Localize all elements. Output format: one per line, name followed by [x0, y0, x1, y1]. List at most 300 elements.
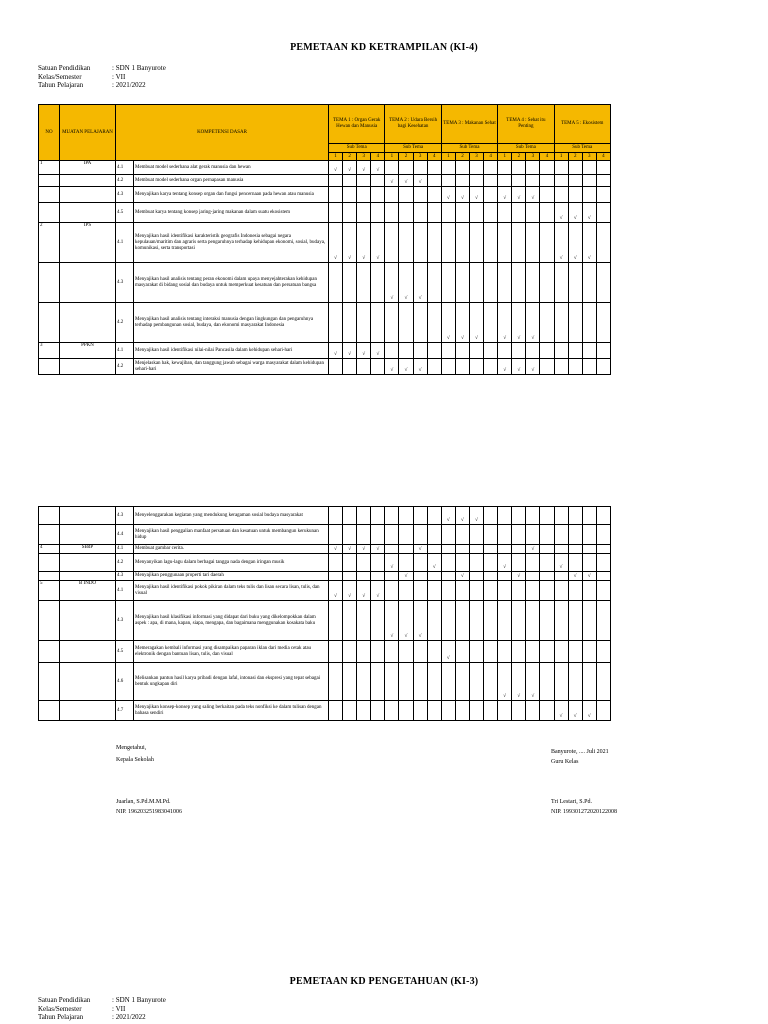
meta-block-2 — [38, 996, 258, 1024]
header-subtema: Sub Tema — [329, 144, 385, 153]
kd-text: Membuat model sederhana alat gerak manusia dan hewan — [134, 161, 329, 175]
check-cell — [596, 343, 610, 359]
kd-text: Memeragakan kembali informasi yang disampaikan paparan iklan dari media cetak atau elektronik dengan bantuan lisan, tulis, dan visual — [134, 641, 329, 663]
check-cell — [498, 187, 512, 203]
check-mark-icon: √ — [390, 180, 394, 185]
check-mark-icon: √ — [390, 296, 394, 301]
check-cell — [512, 701, 526, 721]
sign-left-greeting: Mengetahui, — [116, 745, 147, 751]
check-cell — [413, 663, 427, 701]
check-cell — [399, 701, 413, 721]
sign-right-nip: NIP. 199301272020122008 — [551, 809, 618, 815]
check-cell — [357, 507, 371, 525]
check-cell — [413, 572, 427, 581]
check-mark-icon: √ — [531, 547, 535, 552]
check-cell — [568, 701, 582, 721]
check-cell — [498, 525, 512, 545]
check-cell — [385, 203, 399, 223]
table-row — [39, 359, 611, 375]
check-cell — [484, 187, 498, 203]
check-mark-icon: √ — [573, 714, 577, 719]
check-cell — [329, 507, 343, 525]
kd-text: Menyajikan hasil klasifikasi informasi yang didapat dari buku yang dikelompokkan dalam aspek : apa, di mana, kapan, siapa, mengapa, dan bagaimana menggunakan kosakata baku — [134, 601, 329, 641]
row-subject: IPA — [60, 161, 116, 175]
check-cell — [469, 663, 483, 701]
row-subject: B INDO — [60, 581, 116, 601]
check-cell — [399, 554, 413, 572]
check-cell — [498, 223, 512, 263]
check-cell — [343, 175, 357, 187]
row-number — [39, 303, 60, 343]
row-subject — [60, 203, 116, 223]
kd-number: 4.3 — [116, 601, 134, 641]
check-cell — [455, 601, 469, 641]
row-number — [39, 641, 60, 663]
check-mark-icon: √ — [531, 368, 535, 373]
kd-number: 4.2 — [116, 303, 134, 343]
check-cell — [441, 303, 455, 343]
check-cell — [469, 572, 483, 581]
check-mark-icon: √ — [390, 368, 394, 373]
check-cell — [441, 641, 455, 663]
check-cell — [399, 161, 413, 175]
check-cell — [385, 572, 399, 581]
row-subject: PPKN — [60, 343, 116, 359]
header-subtema: Sub Tema — [441, 144, 497, 153]
check-cell — [469, 343, 483, 359]
check-mark-icon: √ — [390, 634, 394, 639]
meta-label: Kelas/Semester — [38, 1004, 82, 1013]
table-row — [39, 343, 611, 359]
check-cell — [568, 601, 582, 641]
check-cell — [399, 663, 413, 701]
check-mark-icon: √ — [390, 565, 394, 570]
check-cell — [385, 263, 399, 303]
table-row — [39, 223, 611, 263]
kd-text: Menyajikan hasil identifikasi nilai-nilai Pancasila dalam kehidupan sehari-hari — [134, 343, 329, 359]
check-cell — [427, 601, 441, 641]
kd-text: Membuat gambar cerita. — [134, 545, 329, 554]
row-number — [39, 601, 60, 641]
check-cell — [343, 343, 357, 359]
check-cell — [568, 263, 582, 303]
check-cell — [399, 641, 413, 663]
check-cell — [427, 343, 441, 359]
check-cell — [441, 525, 455, 545]
row-subject — [60, 601, 116, 641]
check-cell — [399, 359, 413, 375]
check-cell — [357, 175, 371, 187]
check-cell — [385, 303, 399, 343]
check-cell — [357, 223, 371, 263]
check-cell — [441, 507, 455, 525]
check-cell — [526, 263, 540, 303]
check-cell — [469, 701, 483, 721]
check-cell — [343, 525, 357, 545]
check-cell — [455, 525, 469, 545]
check-cell — [469, 203, 483, 223]
check-cell — [554, 187, 568, 203]
check-cell — [357, 343, 371, 359]
check-cell — [371, 161, 385, 175]
row-subject — [60, 507, 116, 525]
row-subject — [60, 525, 116, 545]
header-subtema: Sub Tema — [554, 144, 610, 153]
check-cell — [441, 554, 455, 572]
header-no: NO — [39, 105, 60, 161]
check-mark-icon: √ — [517, 368, 521, 373]
check-cell — [413, 359, 427, 375]
check-mark-icon: √ — [573, 216, 577, 221]
check-mark-icon: √ — [446, 336, 450, 341]
header-subtema-number: 4 — [427, 153, 441, 161]
row-subject — [60, 303, 116, 343]
check-cell — [568, 161, 582, 175]
check-cell — [441, 545, 455, 554]
kd-number: 4.5 — [116, 203, 134, 223]
check-cell — [540, 303, 554, 343]
check-cell — [329, 359, 343, 375]
check-cell — [329, 525, 343, 545]
check-cell — [568, 187, 582, 203]
check-cell — [484, 601, 498, 641]
check-cell — [554, 663, 568, 701]
check-cell — [455, 203, 469, 223]
check-cell — [526, 701, 540, 721]
check-cell — [526, 641, 540, 663]
kd-text: Menyajikan hasil identifikasi pokok pikiran dalam teks tulis dan lisan secara lisan, tulis, dan visual — [134, 581, 329, 601]
check-cell — [343, 507, 357, 525]
table-row — [39, 525, 611, 545]
check-cell — [427, 175, 441, 187]
check-cell — [540, 663, 554, 701]
check-cell — [498, 359, 512, 375]
check-cell — [357, 554, 371, 572]
check-mark-icon: √ — [376, 547, 380, 552]
check-cell — [596, 303, 610, 343]
meta-label: Satuan Pendidikan — [38, 64, 91, 72]
check-cell — [568, 641, 582, 663]
check-cell — [582, 175, 596, 187]
check-cell — [455, 701, 469, 721]
check-mark-icon: √ — [446, 196, 450, 201]
check-mark-icon: √ — [418, 180, 422, 185]
check-cell — [357, 663, 371, 701]
row-number — [39, 663, 60, 701]
row-number: 2 — [39, 223, 60, 263]
kd-text: Membuat karya tentang konsep jaring-jaring makanan dalam suatu ekosistem — [134, 203, 329, 223]
check-cell — [498, 554, 512, 572]
check-cell — [371, 303, 385, 343]
check-cell — [568, 175, 582, 187]
check-cell — [329, 223, 343, 263]
check-cell — [540, 507, 554, 525]
check-cell — [343, 223, 357, 263]
check-cell — [484, 303, 498, 343]
check-cell — [540, 545, 554, 554]
check-cell — [343, 359, 357, 375]
row-number — [39, 187, 60, 203]
check-mark-icon: √ — [334, 168, 337, 173]
kd-number: 4.5 — [116, 641, 134, 663]
check-cell — [596, 161, 610, 175]
meta-value: : 2021/2022 — [112, 81, 146, 89]
check-mark-icon: √ — [503, 694, 507, 699]
check-cell — [343, 545, 357, 554]
header-subtema-number: 2 — [455, 153, 469, 161]
check-cell — [427, 525, 441, 545]
check-cell — [469, 525, 483, 545]
check-cell — [427, 187, 441, 203]
row-subject — [60, 554, 116, 572]
check-cell — [329, 701, 343, 721]
check-cell — [512, 187, 526, 203]
header-theme: TEMA 4 : Sehat itu Penting — [498, 105, 554, 144]
header-subtema-number: 1 — [441, 153, 455, 161]
check-cell — [371, 343, 385, 359]
check-cell — [385, 641, 399, 663]
row-number — [39, 554, 60, 572]
kd-number: 4.3 — [116, 263, 134, 303]
check-cell — [540, 223, 554, 263]
check-cell — [385, 581, 399, 601]
check-cell — [329, 581, 343, 601]
check-mark-icon: √ — [348, 352, 352, 357]
table-row — [39, 554, 611, 572]
check-mark-icon: √ — [559, 216, 563, 221]
check-cell — [582, 525, 596, 545]
kd-number: 4.2 — [116, 554, 134, 572]
kd-number: 4.1 — [116, 161, 134, 175]
meta-label: Tahun Pelajaran — [38, 81, 84, 89]
check-cell — [371, 701, 385, 721]
check-cell — [526, 359, 540, 375]
check-cell — [371, 263, 385, 303]
check-cell — [441, 581, 455, 601]
check-cell — [413, 263, 427, 303]
check-cell — [582, 581, 596, 601]
header-theme: TEMA 2 : Udara Bersih bagi Kesehatan — [385, 105, 441, 144]
check-cell — [343, 663, 357, 701]
check-cell — [512, 581, 526, 601]
check-cell — [329, 161, 343, 175]
check-cell — [441, 701, 455, 721]
meta-label: Tahun Pelajaran — [38, 1013, 84, 1021]
check-cell — [329, 572, 343, 581]
check-cell — [568, 343, 582, 359]
check-cell — [469, 187, 483, 203]
check-cell — [498, 175, 512, 187]
check-cell — [385, 343, 399, 359]
table-row — [39, 572, 611, 581]
page-title-2: PEMETAAN KD PENGETAHUAN (KI-3) — [289, 976, 479, 987]
check-cell — [484, 175, 498, 187]
check-mark-icon: √ — [461, 518, 464, 523]
check-cell — [455, 175, 469, 187]
check-mark-icon: √ — [404, 296, 408, 301]
table-row — [39, 161, 611, 175]
check-mark-icon: √ — [587, 216, 591, 221]
check-cell — [371, 554, 385, 572]
check-cell — [357, 263, 371, 303]
check-mark-icon: √ — [348, 256, 352, 261]
check-cell — [540, 263, 554, 303]
check-cell — [343, 641, 357, 663]
check-cell — [399, 507, 413, 525]
check-cell — [596, 701, 610, 721]
check-cell — [582, 187, 596, 203]
check-cell — [455, 641, 469, 663]
check-cell — [385, 161, 399, 175]
check-cell — [357, 601, 371, 641]
check-cell — [554, 263, 568, 303]
header-subtema-number: 3 — [357, 153, 371, 161]
check-cell — [554, 525, 568, 545]
check-cell — [498, 303, 512, 343]
competency-table-bottom — [38, 506, 611, 721]
check-cell — [385, 187, 399, 203]
check-cell — [540, 554, 554, 572]
table-row — [39, 263, 611, 303]
check-cell — [427, 554, 441, 572]
header-subtema-number: 1 — [385, 153, 399, 161]
check-cell — [498, 572, 512, 581]
check-cell — [385, 663, 399, 701]
check-cell — [413, 223, 427, 263]
check-cell — [596, 359, 610, 375]
check-cell — [385, 175, 399, 187]
check-cell — [554, 359, 568, 375]
check-mark-icon: √ — [503, 196, 507, 201]
check-mark-icon: √ — [362, 594, 366, 599]
check-cell — [498, 263, 512, 303]
kd-text: Menyajikan konsep-konsep yang saling berkaitan pada teks nonfiksi ke dalam tulisan dengan bahasa sendiri — [134, 701, 329, 721]
check-cell — [512, 601, 526, 641]
check-cell — [526, 581, 540, 601]
check-cell — [554, 303, 568, 343]
check-cell — [427, 359, 441, 375]
check-cell — [526, 507, 540, 525]
check-mark-icon: √ — [362, 256, 366, 261]
check-mark-icon: √ — [446, 656, 450, 661]
check-cell — [357, 641, 371, 663]
check-mark-icon: √ — [432, 565, 436, 570]
check-cell — [512, 545, 526, 554]
check-cell — [554, 601, 568, 641]
check-cell — [329, 641, 343, 663]
sign-left-nip: NIP. 196203251983041006 — [116, 809, 183, 815]
check-cell — [455, 263, 469, 303]
check-cell — [582, 641, 596, 663]
table-row — [39, 601, 611, 641]
check-cell — [427, 223, 441, 263]
check-cell — [343, 572, 357, 581]
check-mark-icon: √ — [348, 168, 352, 173]
check-cell — [441, 203, 455, 223]
check-mark-icon: √ — [531, 196, 535, 201]
check-cell — [413, 343, 427, 359]
check-mark-icon: √ — [573, 574, 577, 579]
kd-text: Menyajikan hasil penggalian manfaat persatuan dan kesatuan untuk membangun kerukunan hidup — [134, 525, 329, 545]
check-cell — [554, 701, 568, 721]
check-cell — [469, 545, 483, 554]
check-cell — [455, 572, 469, 581]
check-mark-icon: √ — [559, 714, 563, 719]
check-mark-icon: √ — [475, 196, 478, 201]
check-cell — [596, 554, 610, 572]
check-cell — [441, 343, 455, 359]
check-cell — [413, 545, 427, 554]
check-cell — [399, 581, 413, 601]
meta-value: : 2021/2022 — [112, 1013, 146, 1021]
check-cell — [427, 161, 441, 175]
check-cell — [427, 581, 441, 601]
header-subtema-number: 1 — [329, 153, 343, 161]
check-cell — [399, 303, 413, 343]
check-cell — [498, 581, 512, 601]
row-number — [39, 572, 60, 581]
check-cell — [455, 581, 469, 601]
check-cell — [329, 663, 343, 701]
page-title: PEMETAAN KD KETRAMPILAN (KI-4) — [290, 42, 478, 53]
check-cell — [343, 701, 357, 721]
meta-value: : VII — [112, 1004, 126, 1013]
check-cell — [568, 359, 582, 375]
check-cell — [540, 525, 554, 545]
check-cell — [526, 223, 540, 263]
row-number — [39, 203, 60, 223]
check-mark-icon: √ — [475, 336, 478, 341]
check-cell — [582, 223, 596, 263]
check-cell — [512, 263, 526, 303]
check-cell — [596, 203, 610, 223]
table-row — [39, 175, 611, 187]
check-cell — [413, 525, 427, 545]
check-cell — [427, 545, 441, 554]
check-cell — [512, 663, 526, 701]
check-mark-icon: √ — [475, 518, 478, 523]
header-subtema: Sub Tema — [385, 144, 441, 153]
kd-text: Menyajikan hasil analisis tentang interaksi manusia dengan lingkungan dan pengaruhnya terhadap pembangunan sosial, budaya, dan ekonomi masyarakat Indonesia — [134, 303, 329, 343]
check-cell — [596, 545, 610, 554]
header-theme: TEMA 1 : Organ Gerak Hewan dan Manusia — [329, 105, 385, 144]
header-subtema-number: 3 — [526, 153, 540, 161]
check-cell — [455, 161, 469, 175]
check-cell — [596, 525, 610, 545]
check-cell — [357, 359, 371, 375]
check-mark-icon: √ — [517, 336, 521, 341]
check-cell — [540, 641, 554, 663]
check-cell — [554, 507, 568, 525]
row-subject — [60, 663, 116, 701]
table-row — [39, 701, 611, 721]
check-cell — [596, 507, 610, 525]
check-cell — [540, 581, 554, 601]
check-mark-icon: √ — [376, 168, 380, 173]
row-number — [39, 507, 60, 525]
check-cell — [568, 525, 582, 545]
check-cell — [385, 601, 399, 641]
check-mark-icon: √ — [503, 336, 507, 341]
check-mark-icon: √ — [531, 336, 535, 341]
check-cell — [540, 175, 554, 187]
check-cell — [526, 554, 540, 572]
check-cell — [441, 175, 455, 187]
check-mark-icon: √ — [418, 634, 422, 639]
row-number: 3 — [39, 343, 60, 359]
kd-number: 4.1 — [116, 223, 134, 263]
check-cell — [484, 161, 498, 175]
